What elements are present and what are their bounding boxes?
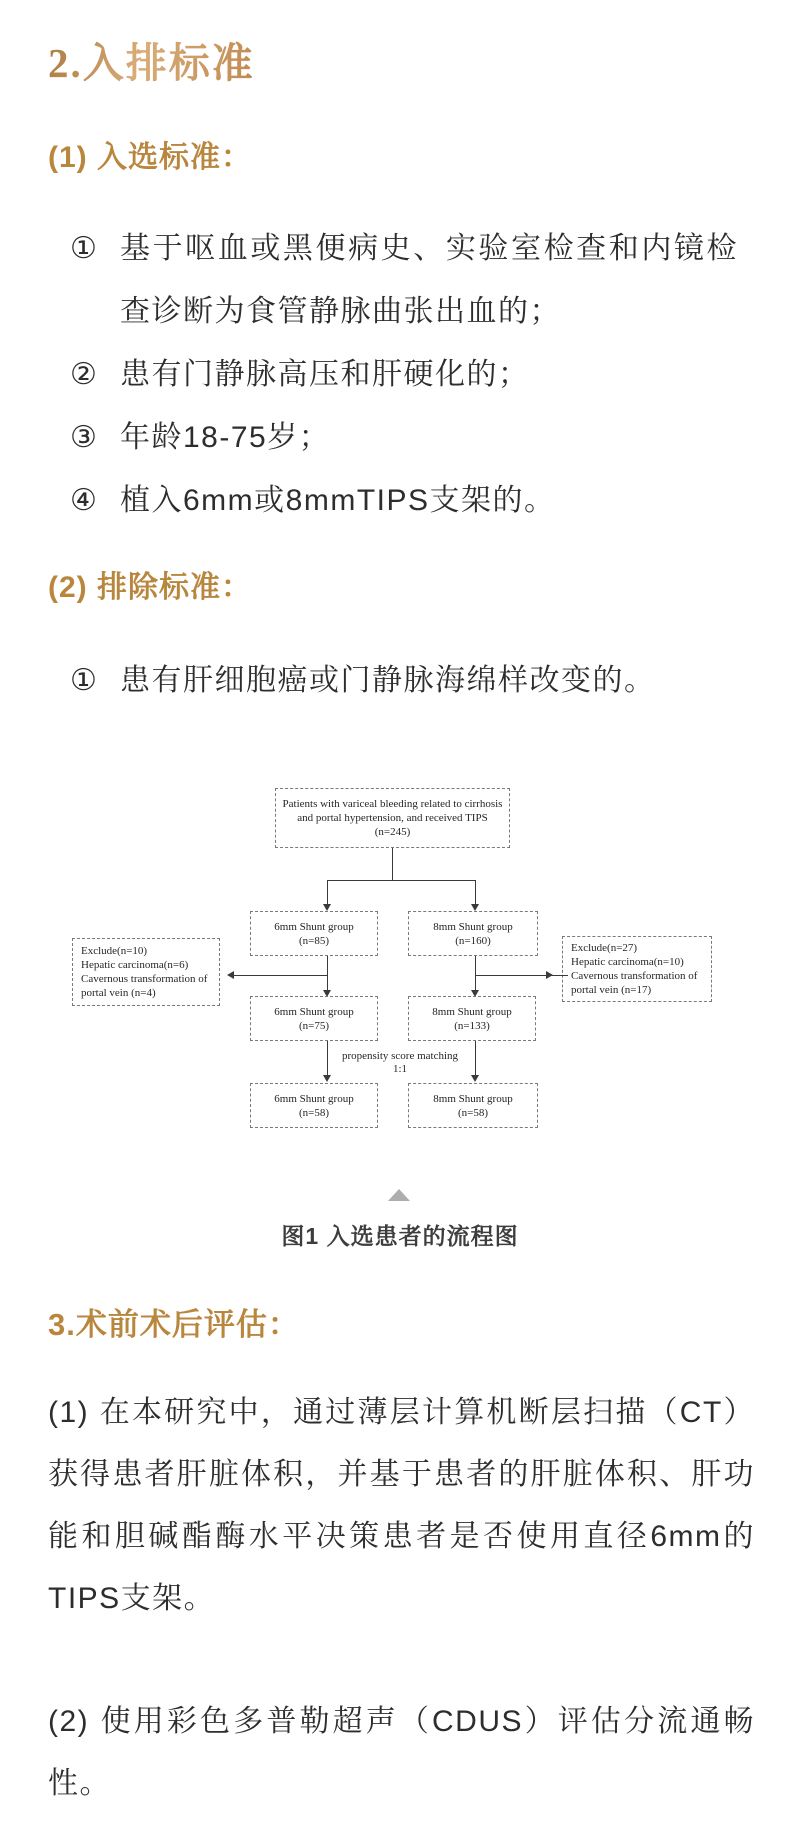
- flow-box-line: portal vein (n=4): [81, 987, 156, 999]
- item-text: 患有肝细胞癌或门静脉海绵样改变的。: [120, 664, 656, 697]
- flow-box-line: Cavernous transformation of: [81, 973, 208, 985]
- flow-box-line: (n=160): [455, 934, 491, 947]
- flow-box-line: 8mm Shunt group: [433, 920, 513, 933]
- list-item: [70, 343, 738, 406]
- paragraph-cdus-assessment: (2) 使用彩色多普勒超声（CDUS）评估分流通畅性。: [48, 1705, 755, 1800]
- item-text: 基于呕血或黑便病史、实验室检查和内镜检查诊断为食管静脉曲张出血的；: [120, 232, 738, 328]
- item-number: ①: [70, 232, 97, 265]
- inclusion-criteria-list: [70, 217, 738, 532]
- flow-box-6mm-initial: [250, 911, 378, 956]
- connector-line: [327, 956, 328, 990]
- flow-box-line: and portal hypertension, and received TIPS: [297, 812, 488, 824]
- flow-box-line: 6mm Shunt group: [274, 1005, 354, 1018]
- flow-box-8mm-matched: [408, 1083, 538, 1128]
- flow-box-line: (n=85): [298, 934, 330, 947]
- item-number: ④: [70, 484, 97, 517]
- item-number: ②: [70, 358, 97, 391]
- exclusion-criteria-list: [70, 649, 738, 712]
- arrowhead-down-icon: [471, 904, 479, 911]
- list-item: [70, 649, 738, 712]
- flow-box-line: (n=58): [298, 1106, 330, 1119]
- connector-line: [475, 975, 568, 976]
- item-text: 年龄18-75岁；: [120, 421, 331, 454]
- connector-line: [475, 880, 476, 904]
- flow-box-exclude-right: [562, 936, 712, 1002]
- section3-title: 3.术前术后评估：: [48, 1307, 300, 1342]
- arrowhead-down-icon: [471, 1075, 479, 1082]
- flow-box-line: 8mm Shunt group: [433, 1092, 513, 1105]
- list-item: [70, 469, 738, 532]
- section2-title: 2.入排标准: [48, 30, 255, 89]
- item-text: 患有门静脉高压和肝硬化的；: [120, 358, 530, 391]
- flow-box-line: (n=58): [457, 1106, 489, 1119]
- flow-box-line: Hepatic carcinoma(n=10): [571, 956, 684, 968]
- connector-line: [234, 975, 327, 976]
- matching-note: [320, 1050, 480, 1076]
- flow-box-8mm-after-exclusion: [408, 996, 536, 1041]
- flow-box-line: Exclude(n=10): [81, 945, 148, 957]
- arrowhead-down-icon: [323, 904, 331, 911]
- arrowhead-down-icon: [323, 1075, 331, 1082]
- item-number: ③: [70, 421, 97, 454]
- connector-line: [327, 880, 328, 904]
- flow-box-line: (n=245): [374, 826, 411, 838]
- flow-box-6mm-after-exclusion: [250, 996, 378, 1041]
- inclusion-criteria-heading: (1) 入选标准：: [48, 141, 252, 174]
- flow-box-line: 6mm Shunt group: [274, 920, 354, 933]
- figure1-flowchart: [0, 770, 800, 1140]
- arrowhead-left-icon: [227, 971, 234, 979]
- flow-box-line: Patients with variceal bleeding related to cirrhosis: [282, 798, 503, 810]
- flow-box-line: Hepatic carcinoma(n=6): [81, 959, 189, 971]
- flow-box-line: 8mm Shunt group: [432, 1005, 512, 1018]
- arrowhead-right-icon: [546, 971, 553, 979]
- flow-box-line: (n=75): [298, 1019, 330, 1032]
- connector-line: [475, 956, 476, 990]
- flow-box-6mm-matched: [250, 1083, 378, 1128]
- item-number: ①: [70, 664, 97, 697]
- flow-box-line: 6mm Shunt group: [274, 1092, 354, 1105]
- flow-box-patients-total: [275, 788, 510, 848]
- item-text: 植入6mm或8mmTIPS支架的。: [120, 484, 556, 517]
- matching-note-line: propensity score matching: [341, 1050, 459, 1062]
- flow-box-line: portal vein (n=17): [571, 984, 652, 996]
- flow-box-line: Exclude(n=27): [571, 942, 638, 954]
- matching-note-line: 1:1: [392, 1063, 408, 1075]
- exclusion-criteria-heading: (2) 排除标准：: [48, 571, 252, 604]
- connector-line: [327, 880, 475, 881]
- list-item: [70, 217, 738, 343]
- paragraph-ct-assessment: (1) 在本研究中，通过薄层计算机断层扫描（CT）获得患者肝脏体积，并基于患者的肝脏体积、肝功能和胆碱酯酶水平决策患者是否使用直径6mm的TIPS支架。: [48, 1396, 755, 1615]
- flow-box-8mm-initial: [408, 911, 538, 956]
- collapse-triangle-icon: [388, 1189, 410, 1201]
- flow-box-line: Cavernous transformation of: [571, 970, 698, 982]
- connector-line: [392, 848, 393, 881]
- figure1-caption: 图1 入选患者的流程图: [281, 1223, 519, 1249]
- list-item: [70, 406, 738, 469]
- flow-box-exclude-left: [72, 938, 220, 1006]
- flow-box-line: (n=133): [454, 1019, 490, 1032]
